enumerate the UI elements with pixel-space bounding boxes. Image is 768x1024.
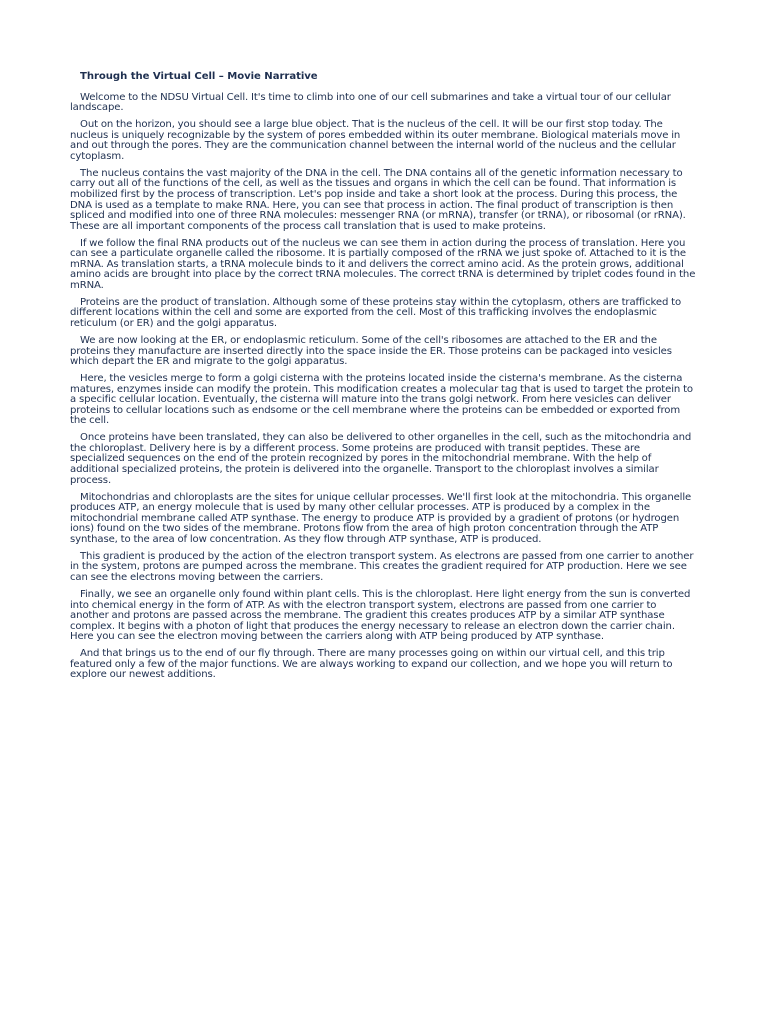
paragraph-nucleus: Out on the horizon, you should see a large blue object. That is the nucleus of the cell. It will be our first stop today. The nucleus is uniquely recognizable by the system of pores embedded within its outer membrane. Biological materials move in and out through the pores. They are the communication channel between the internal world of the nucleus and the cellular cytoplasm.	[70, 119, 681, 162]
paragraph-electron-transport: This gradient is produced by the action of the electron transport system. As electrons are passed from one carrier to another in the system, protons are pumped across the membrane. This creates the gradient required for ATP production. Here we see can see the electrons moving between the carriers.	[70, 550, 694, 584]
paragraph-proteins: Proteins are the product of translation. Although some of these proteins stay within the cytoplasm, others are trafficked to different locations within the cell and some are exported from the cell. Most of this trafficking involves the endoplasmic reticulum (or ER) and the golgi apparatus.	[70, 296, 682, 330]
paragraph-chloroplast: Finally, we see an organelle only found within plant cells. This is the chloroplast. Here light energy from the sun is converted into chemical energy in the form of ATP. As with the electron transport system, electrons are passed from one carrier to another and protons are passed across the membrane. The gradient this creates produces ATP by a similar ATP synthase complex. It begins with a photon of light that produces the energy necessary to release an electron down the carrier chain. Here you can see the electron moving between the carriers along with ATP being produced by ATP synthase.	[70, 588, 691, 643]
paragraph-transcription: The nucleus contains the vast majority of the DNA in the cell. The DNA contains all of the genetic information necessary to carry out all of the functions of the cell, as well as the tissues and organs in which the cell can be found. That information is mobilized first by the process of transcription. Let's pop inside and take a short look at the process. During this process, the DNA is used as a template to make RNA. Here, you can see that process in action. The final product of transcription is then spliced and modified into one of three RNA molecules: messenger RNA (or mRNA), transfer (or tRNA), or ribosomal (or rRNA). These are all important components of the process call translation that is used to make proteins.	[70, 167, 686, 232]
document-title: Through the Virtual Cell – Movie Narrative	[80, 71, 318, 82]
paragraph-closing: And that brings us to the end of our fly through. There are many processes going on within our virtual cell, and this trip featured only a few of the major functions. We are always working to expand our collection, and we hope you will return to explore our newest additions.	[70, 648, 673, 681]
paragraph-golgi: Here, the vesicles merge to form a golgi cisterna with the proteins located inside the cisterna's membrane. As the cisterna matures, enzymes inside can modify the protein. This modification creates a molecular tag that is used to target the protein to a specific cellular location. Eventually, the cisterna will mature into the trans golgi network. From here vesicles can deliver proteins to cellular locations such as endsome or the cell membrane where the proteins can be embedded or exported from the cell.	[70, 373, 693, 427]
paragraph-welcome: Welcome to the NDSU Virtual Cell. It's time to climb into one of our cell submarines and take a virtual tour of our cellular landscape.	[70, 91, 671, 114]
document-page	[70, 72, 696, 687]
paragraph-organelle-delivery: Once proteins have been translated, they can also be delivered to other organelles in the cell, such as the mitochondria and the chloroplast. Delivery here is by a different process. Some proteins are produced with transit peptides. These are specialized sequences on the end of the protein recognized by pores in the mitochondrial membrane. With the help of additional specialized proteins, the protein is delivered into the organelle. Transport to the chloroplast involves a similar process.	[70, 432, 692, 486]
paragraph-mitochondria: Mitochondrias and chloroplasts are the sites for unique cellular processes. We'll first look at the mitochondria. This organelle produces ATP, an energy molecule that is used by many other cellular processes. ATP is produced by a complex in the mitochondrial membrane called ATP synthase. The energy to produce ATP is provided by a gradient of protons (or hydrogen ions) found on the two sides of the membrane. Protons flow from the area of high proton concentration through the ATP synthase, to the area of low concentration. As they flow through ATP synthase, ATP is produced.	[70, 491, 692, 545]
paragraph-translation: If we follow the final RNA products out of the nucleus we can see them in action during the process of translation. Here you can see a particulate organelle called the ribosome. It is partially composed of the rRNA we just spoke of. Attached to it is the mRNA. As translation starts, a tRNA molecule binds to it and delivers the correct amino acid. As the protein grows, additional amino acids are brought into place by the correct tRNA molecules. The correct tRNA is determined by triplet codes found in the mRNA.	[70, 237, 696, 291]
paragraph-endoplasmic-reticulum: We are now looking at the ER, or endoplasmic reticulum. Some of the cell's ribosomes are attached to the ER and the proteins they manufacture are inserted directly into the space inside the ER. Those proteins can be packaged into vesicles which depart the ER and migrate to the golgi apparatus.	[70, 334, 672, 368]
